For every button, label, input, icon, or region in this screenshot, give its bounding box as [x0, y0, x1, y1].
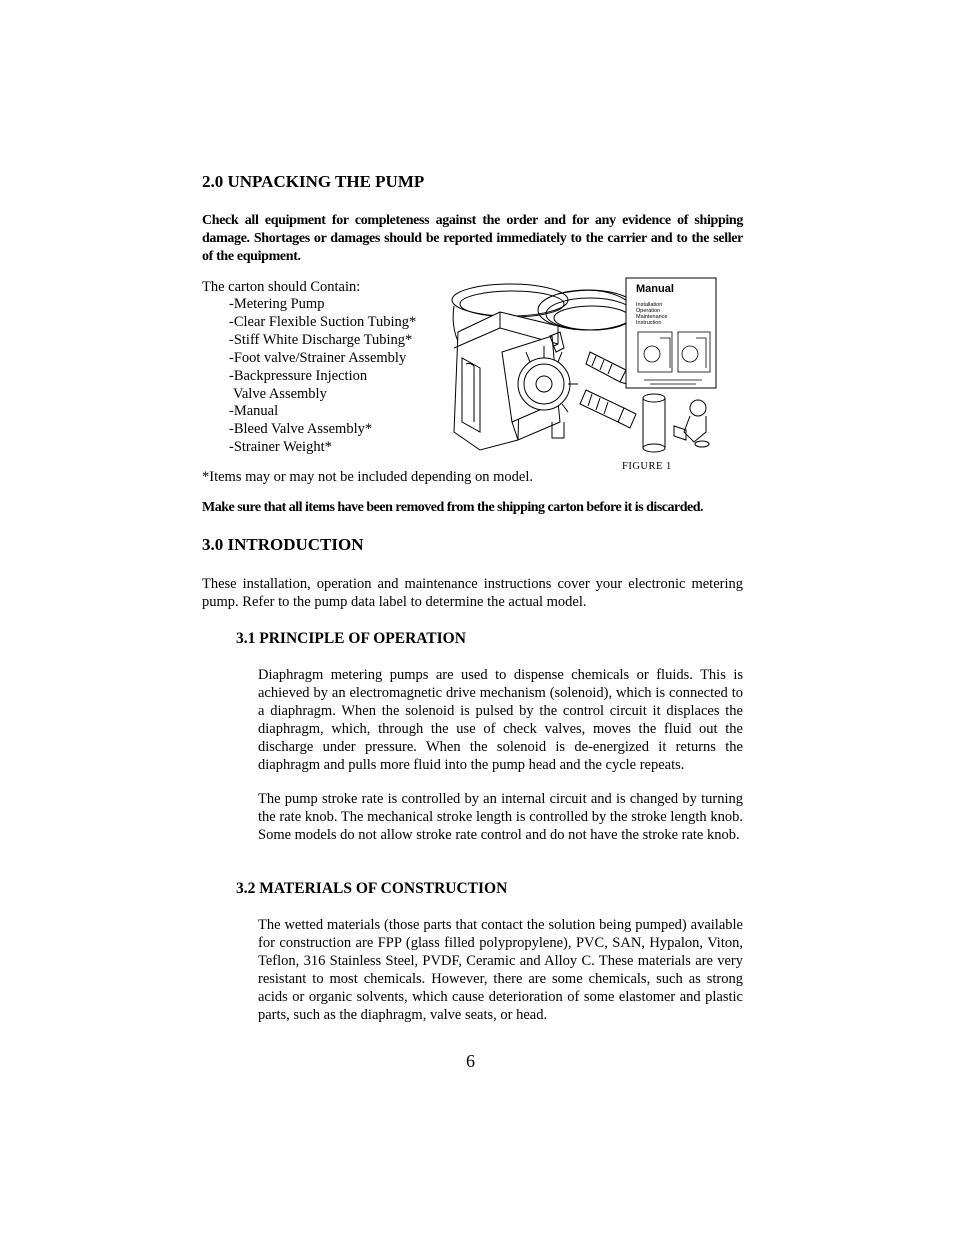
- list-item: Valve Assembly: [233, 385, 327, 402]
- introduction-paragraph: These installation, operation and maintenance instructions cover your electronic metering pump. Refer to the pump data label to determine the actual model.: [202, 576, 743, 610]
- list-item: -Backpressure Injection: [229, 367, 368, 384]
- carton-contents-list: [229, 296, 416, 457]
- manual-cover-line: Maintenance: [636, 314, 668, 320]
- materials-paragraph: The wetted materials (those parts that contact the solution being pumped) available for construction are FPP (glass filled polypropylene), PVC, SAN, Hypalon, Viton, Teflon, 316 Stainless Steel, PVDF, Ceramic and Alloy C. These materials are very resistant to most chemicals. However, there are some chemicals, such as strong acids or organic solvents, which cause deterioration of some elastomer and plastic parts, such as the diaphragm, valve seats, or head.: [258, 917, 743, 1023]
- list-item: -Clear Flexible Suction Tubing*: [229, 313, 417, 330]
- remove-items-note: Make sure that all items have been removed from the shipping carton before it is discarded.: [202, 500, 703, 515]
- shipping-damage-warning: Check all equipment for completeness against the order and for any evidence of shipping damage. Shortages or damages should be reported immediately to the carrier and to the seller of the equipment.: [202, 213, 743, 264]
- figure-caption: FIGURE 1: [622, 461, 672, 472]
- list-item: -Manual: [229, 403, 279, 420]
- list-item: -Metering Pump: [229, 296, 325, 312]
- list-item: -Stiff White Discharge Tubing*: [229, 331, 413, 348]
- subsection-heading-principle: 3.1 PRINCIPLE OF OPERATION: [236, 630, 466, 647]
- list-item: -Bleed Valve Assembly*: [229, 421, 373, 438]
- manual-cover-line: Installation: [636, 302, 663, 308]
- items-footnote: *Items may or may not be included depending on model.: [202, 469, 534, 485]
- section-heading-introduction: 3.0 INTRODUCTION: [202, 535, 364, 554]
- principle-paragraph-1: Diaphragm metering pumps are used to dispense chemicals or fluids. This is achieved by an electromagnetic drive mechanism (solenoid), which is connected to a diaphragm. When the solenoid is pulsed by the control circuit it displaces the diaphragm, which, through the use of check valves, moves the fluid out the discharge under pressure. When the solenoid is de-energized it returns the diaphragm and pulls more fluid into the pump head and the cycle repeats.: [258, 667, 743, 773]
- section-heading-unpacking: 2.0 UNPACKING THE PUMP: [202, 172, 425, 191]
- manual-cover-line: Operation: [636, 308, 661, 314]
- manual-cover-title: Manual: [636, 283, 674, 295]
- list-item: -Foot valve/Strainer Assembly: [229, 349, 407, 366]
- pump-contents-illustration: [440, 272, 730, 462]
- page-number: 6: [466, 1051, 475, 1071]
- subsection-heading-materials: 3.2 MATERIALS OF CONSTRUCTION: [236, 880, 508, 897]
- manual-cover-line: Instruction: [636, 320, 662, 326]
- principle-paragraph-2: The pump stroke rate is controlled by an internal circuit and is changed by turning the rate knob. The mechanical stroke length is controlled by the stroke length knob. Some models do not allow stroke rate control and do not have the stroke rate knob.: [258, 791, 743, 843]
- list-item: -Strainer Weight*: [229, 439, 332, 456]
- carton-contents-intro: The carton should Contain:: [202, 279, 361, 295]
